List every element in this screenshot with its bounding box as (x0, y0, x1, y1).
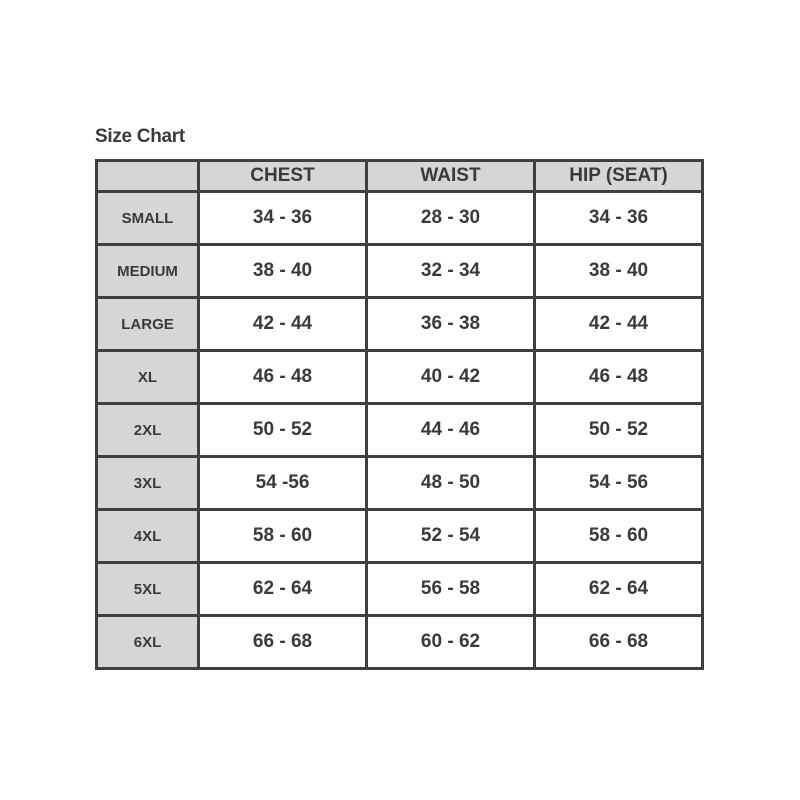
waist-cell: 48 - 50 (367, 457, 535, 510)
chest-cell: 54 -56 (199, 457, 367, 510)
hip-cell: 38 - 40 (535, 245, 703, 298)
header-hip: HIP (SEAT) (535, 161, 703, 192)
size-label-cell: MEDIUM (97, 245, 199, 298)
size-label-cell: 4XL (97, 510, 199, 563)
hip-cell: 66 - 68 (535, 616, 703, 669)
table-row (97, 457, 703, 510)
hip-cell: 54 - 56 (535, 457, 703, 510)
hip-cell: 34 - 36 (535, 192, 703, 245)
chest-cell: 50 - 52 (199, 404, 367, 457)
size-label-cell: 2XL (97, 404, 199, 457)
table-body (97, 192, 703, 669)
chest-cell: 58 - 60 (199, 510, 367, 563)
table-row (97, 616, 703, 669)
hip-cell: 62 - 64 (535, 563, 703, 616)
size-label-cell: 3XL (97, 457, 199, 510)
table-row (97, 245, 703, 298)
page-title: Size Chart (95, 126, 185, 147)
header-corner-cell (97, 161, 199, 192)
header-waist: WAIST (367, 161, 535, 192)
chest-cell: 46 - 48 (199, 351, 367, 404)
size-label-cell: XL (97, 351, 199, 404)
size-label-cell: 6XL (97, 616, 199, 669)
size-label-cell: SMALL (97, 192, 199, 245)
waist-cell: 36 - 38 (367, 298, 535, 351)
chest-cell: 38 - 40 (199, 245, 367, 298)
hip-cell: 50 - 52 (535, 404, 703, 457)
size-label-cell: LARGE (97, 298, 199, 351)
waist-cell: 52 - 54 (367, 510, 535, 563)
table-row (97, 510, 703, 563)
waist-cell: 56 - 58 (367, 563, 535, 616)
waist-cell: 32 - 34 (367, 245, 535, 298)
table-row (97, 351, 703, 404)
table-row (97, 563, 703, 616)
waist-cell: 28 - 30 (367, 192, 535, 245)
chest-cell: 62 - 64 (199, 563, 367, 616)
waist-cell: 60 - 62 (367, 616, 535, 669)
table-header-row (97, 161, 703, 192)
table-row (97, 404, 703, 457)
header-chest: CHEST (199, 161, 367, 192)
size-label-cell: 5XL (97, 563, 199, 616)
hip-cell: 42 - 44 (535, 298, 703, 351)
size-chart-table (95, 159, 704, 670)
chest-cell: 42 - 44 (199, 298, 367, 351)
waist-cell: 40 - 42 (367, 351, 535, 404)
chest-cell: 66 - 68 (199, 616, 367, 669)
hip-cell: 58 - 60 (535, 510, 703, 563)
waist-cell: 44 - 46 (367, 404, 535, 457)
table-row (97, 192, 703, 245)
chest-cell: 34 - 36 (199, 192, 367, 245)
hip-cell: 46 - 48 (535, 351, 703, 404)
table-row (97, 298, 703, 351)
